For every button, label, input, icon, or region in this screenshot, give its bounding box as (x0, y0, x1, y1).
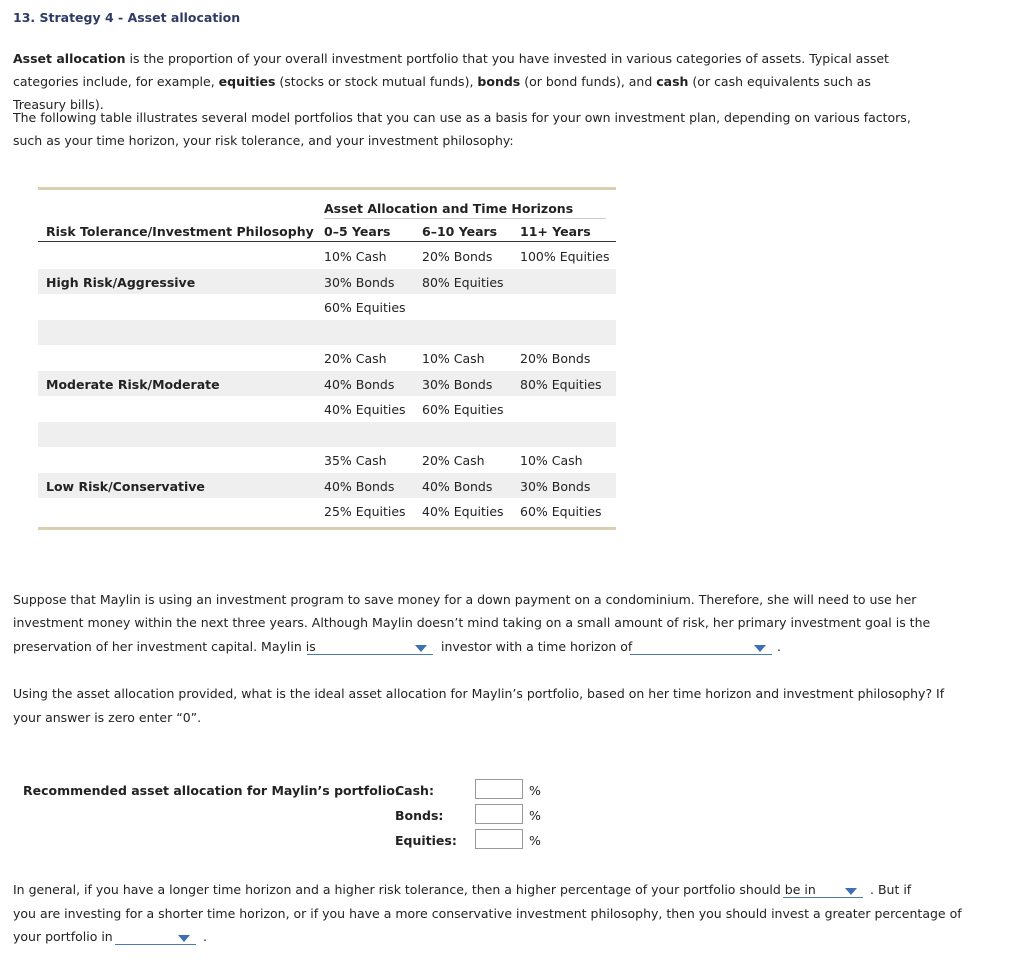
chevron-down-icon (754, 645, 766, 652)
intro-text: (or cash equivalents such as Treasury bills). (13, 74, 871, 112)
time-horizon-dropdown[interactable] (630, 640, 772, 655)
bonds-input[interactable] (475, 804, 523, 824)
col-header-risk: Risk Tolerance/Investment Philosophy (46, 224, 314, 239)
header-rule (38, 241, 616, 242)
cash-input[interactable] (475, 779, 523, 799)
table-intro-paragraph: The following table illustrates several model portfolios that you can use as a basis for your own investment plan, depending on various factors, such as your time horizon, your risk tolerance, and your investment philosophy: (13, 110, 911, 148)
chevron-down-icon (415, 645, 427, 652)
term-cash: cash (656, 74, 689, 89)
row-label-high: High Risk/Aggressive (46, 275, 196, 290)
cell: 30% Bonds (520, 479, 591, 494)
cell: 80% Equities (520, 377, 602, 392)
cell: 10% Cash (520, 453, 583, 468)
cell: 20% Cash (324, 351, 387, 366)
term-bonds: bonds (477, 74, 521, 89)
cell: 10% Cash (324, 249, 387, 264)
cell: 80% Equities (422, 275, 504, 290)
cash-label: Cash: (395, 783, 434, 798)
cell: 20% Cash (422, 453, 485, 468)
closing-line-2: you are investing for a shorter time horizon, or if you have a more conservative investment philosophy, then you should invest a greater percentage of (13, 906, 962, 921)
cell: 35% Cash (324, 453, 387, 468)
closing-line-3a: your portfolio in (13, 929, 113, 944)
cell: 30% Bonds (324, 275, 395, 290)
cell: 40% Bonds (422, 479, 493, 494)
table-top-rule (38, 187, 616, 190)
col-header-0-5: 0–5 Years (324, 224, 391, 239)
intro-text: (stocks or stock mutual funds), (275, 74, 478, 89)
closing-line-1a: In general, if you have a longer time horizon and a higher risk tolerance, then a higher percentage of your portfolio should be in (13, 882, 816, 897)
question-line-2: your answer is zero enter “0”. (13, 710, 202, 725)
scenario-line-2: investment money within the next three years. Although Maylin doesn’t mind taking on a small amount of risk, her primary investment goal is the (13, 615, 931, 630)
cash-percent-unit: % (529, 783, 541, 798)
cell: 30% Bonds (422, 377, 493, 392)
row-label-moderate: Moderate Risk/Moderate (46, 377, 220, 392)
equities-percent-unit: % (529, 833, 541, 848)
cell: 20% Bonds (422, 249, 493, 264)
equities-input[interactable] (475, 829, 523, 849)
cell: 25% Equities (324, 504, 406, 519)
cell: 60% Equities (324, 300, 406, 315)
group-header-rule (324, 218, 606, 219)
section-title: 13. Strategy 4 - Asset allocation (13, 10, 241, 25)
term-asset-allocation: Asset allocation (13, 51, 126, 66)
cell: 40% Bonds (324, 377, 395, 392)
closing-period: . (203, 929, 207, 944)
cell: 40% Equities (324, 402, 406, 417)
allocation-label: Recommended asset allocation for Maylin’s portfolio: (23, 783, 400, 798)
cell: 10% Cash (422, 351, 485, 366)
cell: 40% Bonds (324, 479, 395, 494)
intro-text: (or bond funds), and (520, 74, 657, 89)
group-header: Asset Allocation and Time Horizons (324, 201, 574, 216)
cell: 60% Equities (520, 504, 602, 519)
long-horizon-asset-dropdown[interactable] (783, 883, 863, 898)
row-band (38, 422, 616, 447)
cell: 40% Equities (422, 504, 504, 519)
cell: 60% Equities (422, 402, 504, 417)
cell: 100% Equities (520, 249, 610, 264)
bonds-label: Bonds: (395, 808, 444, 823)
row-label-low: Low Risk/Conservative (46, 479, 205, 494)
short-horizon-asset-dropdown[interactable] (115, 930, 196, 945)
intro-text: is the proportion of your overall investment portfolio that you have invested in various categories of assets. Typical asset categories include, for example, (13, 51, 889, 89)
scenario-period: . (777, 639, 781, 654)
chevron-down-icon (845, 888, 857, 895)
col-header-11plus: 11+ Years (520, 224, 591, 239)
scenario-line-3b: investor with a time horizon of (441, 639, 633, 654)
row-band (38, 320, 616, 345)
question-line-1: Using the asset allocation provided, what is the ideal asset allocation for Maylin’s portfolio, based on her time horizon and investment philosophy? If (13, 686, 945, 701)
term-equities: equities (218, 74, 276, 89)
scenario-line-1: Suppose that Maylin is using an investment program to save money for a down payment on a condominium. Therefore, she will need to use her (13, 592, 917, 607)
cell: 20% Bonds (520, 351, 591, 366)
equities-label: Equities: (395, 833, 457, 848)
table-bottom-rule (38, 527, 616, 530)
closing-line-1b: . But if (870, 882, 912, 897)
chevron-down-icon (178, 935, 190, 942)
bonds-percent-unit: % (529, 808, 541, 823)
risk-profile-dropdown[interactable] (307, 640, 433, 655)
col-header-6-10: 6–10 Years (422, 224, 498, 239)
scenario-line-3a: preservation of her investment capital. Maylin is (13, 639, 316, 654)
